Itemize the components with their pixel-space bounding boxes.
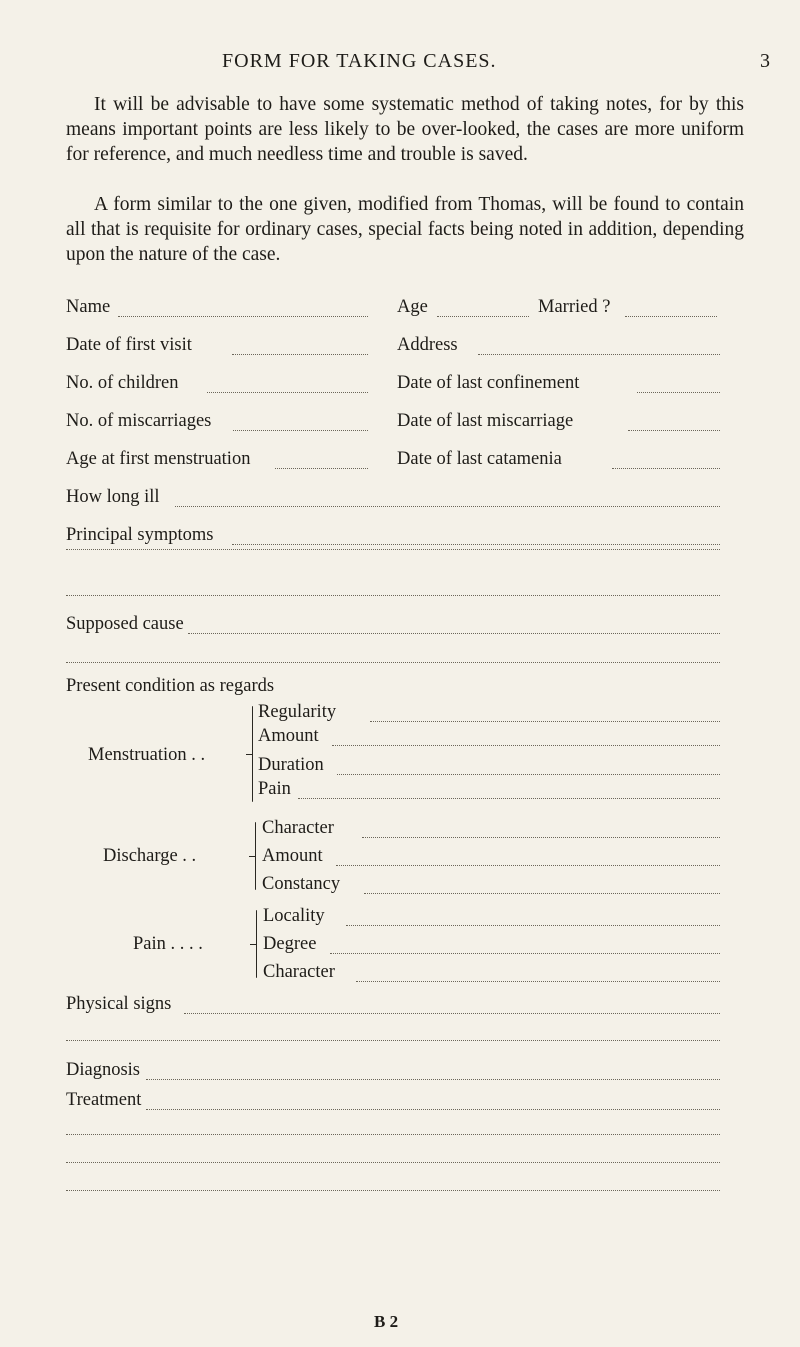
address-field[interactable] — [478, 354, 720, 355]
date-last-confinement-label: Date of last confinement — [397, 373, 580, 393]
menstruation-pain-row — [0, 779, 800, 803]
form-row-menstruation-dates — [0, 449, 800, 473]
pain-character-field[interactable] — [356, 981, 720, 982]
form-description-paragraph: A form similar to the one given, modified from Thomas, will be found to contain all that is requisite for ordinary cases, special facts being noted in addition, depending upon the nature of the case. — [66, 194, 744, 265]
principal-symptoms-field[interactable] — [232, 544, 720, 545]
pain-degree-field[interactable] — [330, 953, 720, 954]
date-last-confinement-field[interactable] — [637, 392, 720, 393]
treatment-continuation-1[interactable] — [66, 1134, 720, 1135]
form-row-first-visit — [0, 335, 800, 359]
pain-locality-label: Locality — [263, 906, 325, 926]
discharge-character-field[interactable] — [362, 837, 720, 838]
page-title: FORM FOR TAKING CASES. — [222, 50, 497, 72]
form-row-diagnosis — [0, 1060, 800, 1084]
principal-symptoms-continuation-2[interactable] — [66, 595, 720, 596]
age-label: Age — [397, 297, 428, 317]
discharge-amount-label: Amount — [262, 846, 323, 866]
married-label: Married ? — [538, 297, 611, 317]
how-long-ill-label: How long ill — [66, 487, 160, 507]
discharge-character-label: Character — [262, 818, 334, 838]
diagnosis-label: Diagnosis — [66, 1060, 140, 1080]
menstruation-duration-row — [0, 755, 800, 779]
date-last-miscarriage-label: Date of last miscarriage — [397, 411, 574, 431]
discharge-character-row — [0, 818, 800, 842]
date-last-catamenia-field[interactable] — [612, 468, 720, 469]
principal-symptoms-continuation-1[interactable] — [66, 549, 720, 550]
how-long-ill-field[interactable] — [175, 506, 720, 507]
treatment-label: Treatment — [66, 1090, 142, 1110]
discharge-amount-field[interactable] — [336, 865, 720, 866]
discharge-label: Discharge . . — [103, 846, 197, 866]
age-first-menstruation-label: Age at first menstruation — [66, 449, 251, 469]
form-row-treatment — [0, 1090, 800, 1114]
treatment-continuation-2[interactable] — [66, 1162, 720, 1163]
menstruation-regularity-row — [0, 702, 800, 726]
pain-degree-label: Degree — [263, 934, 317, 954]
supposed-cause-continuation[interactable] — [66, 662, 720, 663]
menstruation-duration-label: Duration — [258, 755, 324, 775]
form-row-supposed-cause — [0, 614, 800, 638]
pain-label: Pain . . . . — [133, 934, 203, 954]
menstruation-duration-field[interactable] — [337, 774, 720, 775]
address-label: Address — [397, 335, 458, 355]
intro-paragraph: It will be advisable to have some systematic method of taking notes, for by this means important points are less likely to be over-looked, the cases are more uniform for reference, and much needless time and trouble is saved. — [66, 94, 744, 165]
discharge-constancy-label: Constancy — [262, 874, 341, 894]
age-field[interactable] — [437, 316, 529, 317]
pain-character-label: Character — [263, 962, 335, 982]
discharge-constancy-field[interactable] — [364, 893, 720, 894]
menstruation-label: Menstruation . . — [88, 745, 206, 765]
physical-signs-label: Physical signs — [66, 994, 172, 1014]
menstruation-pain-field[interactable] — [298, 798, 720, 799]
discharge-constancy-row — [0, 874, 800, 898]
form-row-children — [0, 373, 800, 397]
menstruation-amount-row — [0, 726, 800, 750]
treatment-continuation-3[interactable] — [66, 1190, 720, 1191]
present-condition-heading: Present condition as regards — [66, 676, 275, 696]
diagnosis-field[interactable] — [146, 1079, 720, 1080]
no-miscarriages-field[interactable] — [233, 430, 368, 431]
menstruation-pain-label: Pain — [258, 779, 291, 799]
date-first-visit-label: Date of first visit — [66, 335, 192, 355]
pain-character-row — [0, 962, 800, 986]
principal-symptoms-label: Principal symptoms — [66, 525, 214, 545]
signature-mark — [374, 1312, 398, 1332]
form-row-miscarriages — [0, 411, 800, 435]
no-miscarriages-label: No. of miscarriages — [66, 411, 212, 431]
menstruation-regularity-label: Regularity — [258, 702, 337, 722]
physical-signs-field[interactable] — [184, 1013, 720, 1014]
signature-label: B 2 — [374, 1312, 399, 1331]
form-row-physical-signs — [0, 994, 800, 1018]
married-field[interactable] — [625, 316, 717, 317]
age-first-menstruation-field[interactable] — [275, 468, 368, 469]
no-children-field[interactable] — [207, 392, 368, 393]
pain-locality-field[interactable] — [346, 925, 720, 926]
form-row-how-long-ill — [0, 487, 800, 511]
physical-signs-continuation[interactable] — [66, 1040, 720, 1041]
form-row-principal-symptoms — [0, 525, 800, 549]
menstruation-amount-label: Amount — [258, 726, 319, 746]
treatment-field[interactable] — [146, 1109, 720, 1110]
pain-locality-row — [0, 906, 800, 930]
page-number: 3 — [760, 50, 771, 72]
supposed-cause-field[interactable] — [188, 633, 720, 634]
date-first-visit-field[interactable] — [232, 354, 368, 355]
pain-degree-row — [0, 934, 800, 958]
date-last-catamenia-label: Date of last catamenia — [397, 449, 562, 469]
menstruation-regularity-field[interactable] — [370, 721, 720, 722]
discharge-amount-row — [0, 846, 800, 870]
name-label: Name — [66, 297, 111, 317]
form-row-name — [0, 297, 800, 321]
menstruation-amount-field[interactable] — [332, 745, 720, 746]
supposed-cause-label: Supposed cause — [66, 614, 184, 634]
date-last-miscarriage-field[interactable] — [628, 430, 720, 431]
running-header — [0, 50, 800, 80]
name-field[interactable] — [118, 316, 368, 317]
no-children-label: No. of children — [66, 373, 179, 393]
